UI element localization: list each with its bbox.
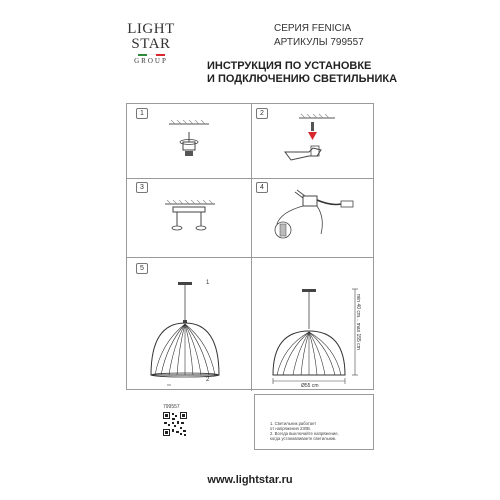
step-number-2: 2 <box>256 108 268 119</box>
series-block <box>274 22 364 50</box>
instruction-line-1: ИНСТРУКЦИЯ ПО УСТАНОВКЕ <box>207 60 372 72</box>
brand-logo <box>120 22 182 65</box>
steps-grid <box>126 103 374 390</box>
callout-1: 1 <box>206 280 210 286</box>
step-number-1: 1 <box>136 108 148 119</box>
instruction-line-2: И ПОДКЛЮЧЕНИЮ СВЕТИЛЬНИКА <box>207 73 398 85</box>
logo-line-3: GROUP <box>134 57 168 65</box>
article-code: 799557 <box>163 404 180 410</box>
callout-2: 2 <box>206 377 210 383</box>
note-line: 2. Всегда выключайте напряжение, <box>270 431 339 436</box>
website-url: www.lightstar.ru <box>207 474 293 486</box>
note-line: от напряжения 230В. <box>270 426 311 431</box>
step-number-3: 3 <box>136 182 148 193</box>
step-2-drilling-illustration <box>251 104 375 178</box>
step-5-lamp-assembly-illustration <box>127 257 251 391</box>
series-title: СЕРИЯ FENICIA <box>274 23 352 34</box>
note-line: 1. Светильник работает <box>270 421 317 426</box>
step-number-5: 5 <box>136 263 148 274</box>
notes-box <box>254 394 374 450</box>
diameter-label: Ø55 cm <box>301 383 319 389</box>
height-label: min 40 cm... max 155 cm <box>355 294 361 350</box>
italian-flag-stripe <box>120 54 182 56</box>
instruction-title <box>207 60 397 86</box>
note-line: когда устанавливаете светильник. <box>270 436 337 441</box>
logo-line-2: STAR <box>131 36 171 52</box>
articles-title: АРТИКУЛЫ 799557 <box>274 37 364 48</box>
step-number-4: 4 <box>256 182 268 193</box>
logo-line-1: LIGHT <box>127 21 175 37</box>
step-4-wiring-illustration <box>251 178 375 257</box>
step-3-bracket-illustration <box>127 178 251 257</box>
qr-code-icon <box>163 412 187 436</box>
bottom-info <box>126 392 374 452</box>
step-1-ceiling-mount-illustration <box>127 104 251 178</box>
